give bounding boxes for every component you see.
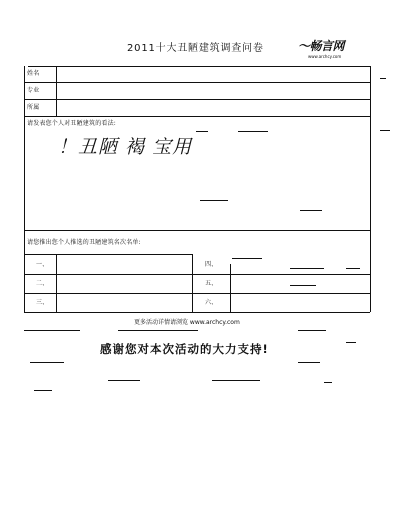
grid-line bbox=[192, 254, 193, 312]
rank-field-3[interactable] bbox=[58, 295, 190, 311]
grid-line bbox=[30, 362, 64, 363]
school-label: 所属 bbox=[27, 104, 40, 111]
grid-line bbox=[24, 293, 370, 294]
grid-line bbox=[24, 116, 370, 117]
name-field[interactable] bbox=[58, 67, 368, 81]
name-label: 姓名 bbox=[27, 70, 40, 77]
logo-wordmark: 〜畅言网 bbox=[298, 39, 345, 53]
rank-label-2: 二、 bbox=[36, 280, 49, 287]
form-title: 2011十大丑陋建筑调查问卷 bbox=[127, 43, 264, 54]
grid-line bbox=[24, 312, 370, 313]
rank-field-1[interactable] bbox=[58, 256, 190, 272]
grid-line bbox=[298, 330, 326, 331]
grid-line bbox=[230, 264, 231, 312]
logo-url: www.archcy.com bbox=[308, 54, 342, 59]
rank-label-1: 一、 bbox=[36, 261, 49, 268]
grid-line bbox=[298, 362, 320, 363]
grid-line bbox=[380, 130, 390, 131]
grid-line bbox=[24, 82, 370, 83]
grid-line bbox=[108, 380, 140, 381]
grid-line bbox=[346, 268, 360, 269]
rank-field-4[interactable] bbox=[232, 276, 368, 292]
grid-line bbox=[24, 330, 80, 331]
school-field[interactable] bbox=[58, 101, 368, 115]
question1-prompt: 请发表您个人对丑陋建筑的看法: bbox=[27, 120, 117, 127]
question2-prompt: 请您推出您个人推选的丑陋建筑名次名单: bbox=[27, 239, 141, 246]
form-header bbox=[0, 0, 400, 70]
grid-line bbox=[232, 258, 262, 259]
major-field[interactable] bbox=[58, 84, 368, 98]
grid-line bbox=[346, 342, 356, 343]
thanks-message: 感谢您对本次活动的大力支持! bbox=[100, 342, 269, 356]
rank-field-5[interactable] bbox=[232, 295, 368, 311]
grid-line bbox=[24, 274, 370, 275]
grid-line bbox=[56, 254, 57, 312]
grid-line bbox=[370, 66, 371, 312]
rank-field-2[interactable] bbox=[58, 276, 190, 292]
rank-label-4: 四、 bbox=[205, 261, 218, 268]
grid-line bbox=[24, 99, 370, 100]
question1-answer-area[interactable] bbox=[26, 130, 368, 228]
grid-line bbox=[212, 380, 260, 381]
grid-line bbox=[380, 78, 386, 79]
grid-line bbox=[24, 66, 25, 312]
rank-label-5: 五、 bbox=[205, 280, 218, 287]
grid-line bbox=[24, 230, 370, 231]
rank-label-3: 三、 bbox=[36, 299, 49, 306]
more-info-link[interactable]: 更多活动详情请浏览 www.archcy.com bbox=[134, 319, 240, 326]
grid-line bbox=[290, 268, 324, 269]
grid-line bbox=[118, 330, 198, 331]
grid-line bbox=[34, 390, 52, 391]
major-label: 专业 bbox=[27, 87, 40, 94]
grid-line bbox=[324, 382, 332, 383]
site-logo[interactable] bbox=[298, 40, 368, 62]
handwritten-answer: ！丑陋 褐 宝用 bbox=[58, 136, 193, 158]
rank-label-6: 六、 bbox=[205, 299, 218, 306]
grid-line bbox=[24, 254, 192, 255]
grid-line bbox=[56, 66, 57, 116]
